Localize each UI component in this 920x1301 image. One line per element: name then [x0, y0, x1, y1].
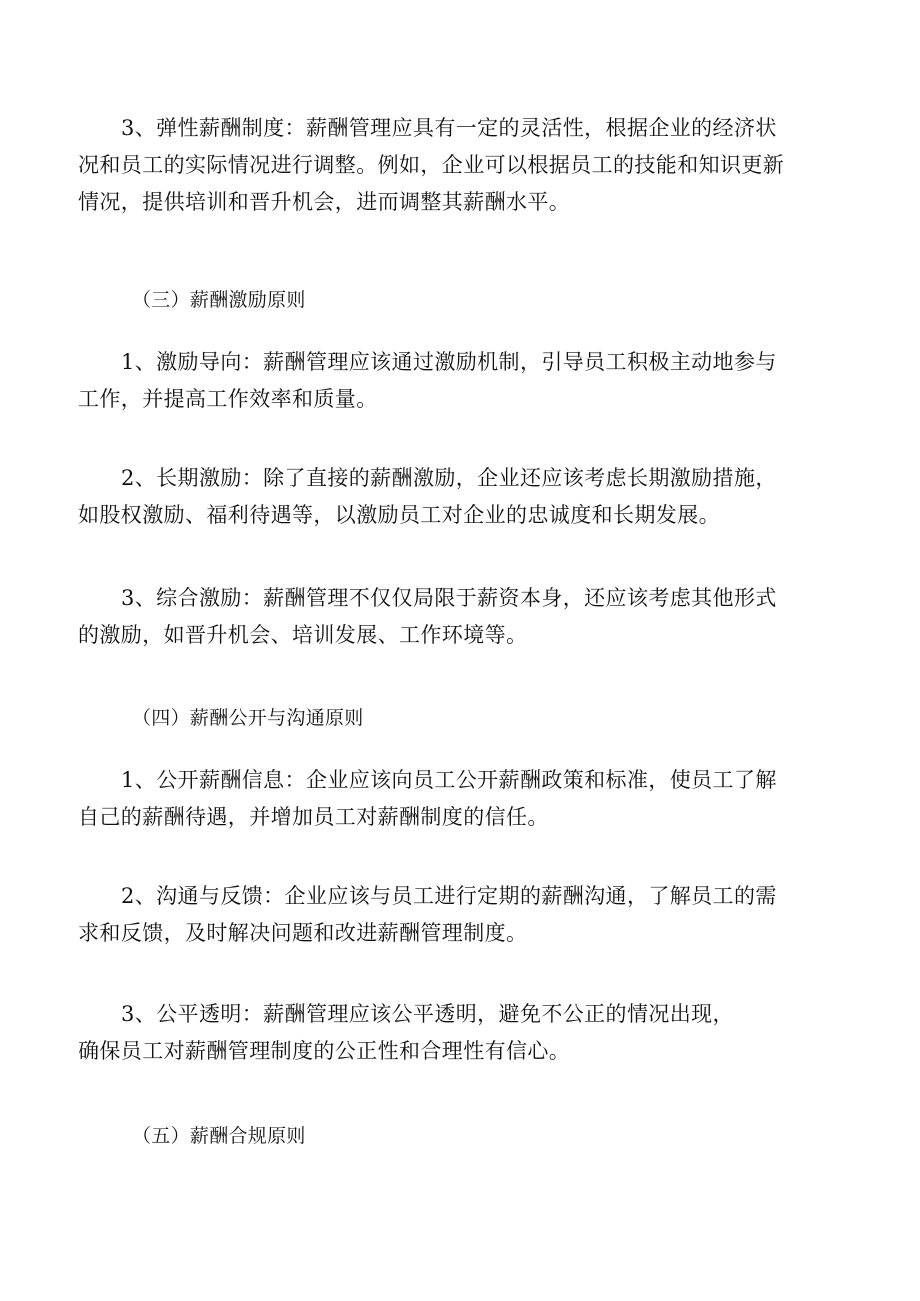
paragraph-communication-feedback	[78, 878, 842, 952]
paragraph-line: 3、弹性薪酬制度：薪酬管理应具有一定的灵活性，根据企业的经济状	[121, 116, 777, 140]
paragraph-line: 自己的薪酬待遇，并增加员工对薪酬制度的信任。	[78, 805, 549, 829]
paragraph-open-pay-info	[78, 762, 842, 836]
paragraph-line: 3、综合激励：薪酬管理不仅仅局限于薪资本身，还应该考虑其他形式	[121, 586, 777, 610]
section-heading-compliance: （五）薪酬合规原则	[132, 1125, 306, 1147]
paragraph-line: 3、公平透明：薪酬管理应该公平透明，避免不公正的情况出现，	[121, 1002, 734, 1026]
paragraph-comprehensive-incentive	[78, 580, 842, 654]
paragraph-line: 2、沟通与反馈：企业应该与员工进行定期的薪酬沟通，了解员工的需	[121, 884, 777, 908]
section-heading-openness: （四）薪酬公开与沟通原则	[132, 707, 364, 729]
paragraph-incentive-orientation	[78, 344, 842, 418]
paragraph-line: 求和反馈，及时解决问题和改进薪酬管理制度。	[78, 921, 528, 945]
paragraph-line: 1、激励导向：薪酬管理应该通过激励机制，引导员工积极主动地参与	[121, 350, 777, 374]
paragraph-long-term-incentive	[78, 460, 842, 534]
paragraph-line: 况和员工的实际情况进行调整。例如，企业可以根据员工的技能和知识更新	[78, 153, 785, 177]
paragraph-line: 工作，并提高工作效率和质量。	[78, 387, 378, 411]
paragraph-line: 情况，提供培训和晋升机会，进而调整其薪酬水平。	[78, 190, 571, 214]
paragraph-line: 1、公开薪酬信息：企业应该向员工公开薪酬政策和标准，使员工了解	[121, 768, 777, 792]
paragraph-line: 的激励，如晋升机会、培训发展、工作环境等。	[78, 623, 528, 647]
section-heading-incentive: （三）薪酬激励原则	[132, 289, 306, 311]
paragraph-flexible-pay	[78, 110, 842, 221]
paragraph-line: 确保员工对薪酬管理制度的公正性和合理性有信心。	[78, 1039, 571, 1063]
paragraph-line: 2、长期激励：除了直接的薪酬激励，企业还应该考虑长期激励措施，	[121, 466, 777, 490]
paragraph-line: 如股权激励、福利待遇等，以激励员工对企业的忠诚度和长期发展。	[78, 503, 720, 527]
paragraph-fair-transparent	[78, 996, 842, 1070]
